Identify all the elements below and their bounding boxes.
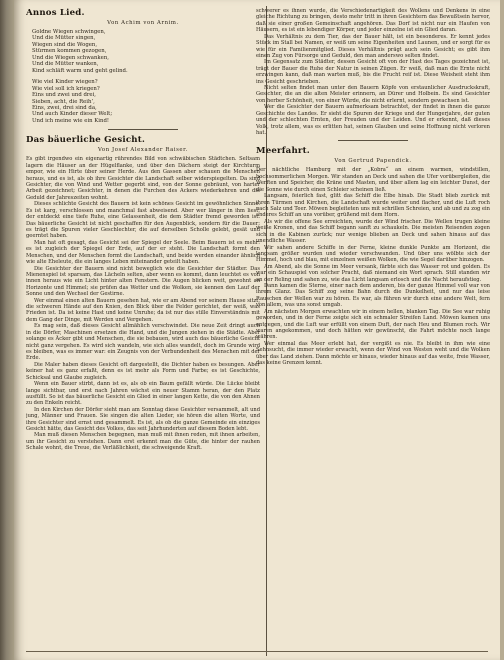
poem-title: Annos Lied. [26, 8, 85, 18]
article-body [26, 156, 260, 451]
paragraph: Wer die Gesichter der Bauern aufmerksam betrachtet, der findet in ihnen die ganze Geschichte des Landes. Er sieht die Spuren der Kriege und der Hungerjahre, der guten und der schlechten Ernten, der Freuden und der Leiden. Und er erkennt, daß dieses Volk, trotz allem, was es erlitten hat, seinen Glauben und seine Hoffnung nicht verloren hat. [256, 104, 490, 137]
poem-line: Eins und zwei und drei, [32, 92, 97, 99]
poem-line: Stürmen kommen gezogen, [32, 48, 107, 55]
paragraph: Man muß diesen Menschen begegnen, man muß mit ihnen reden, mit ihnen arbeiten, um ihr Gesicht zu verstehen. Dann erst erkennt man die Güte, die hinter der rauhen Schale wohnt, die Treue, die Verläßlichkeit, die schweigende Kraft. [26, 432, 260, 452]
paragraph: Dann kamen die Sterne, einer nach dem anderen, bis der ganze Himmel voll war von ihrem Glanz. Das Schiff zog seine Bahn durch die Dunkelheit, und nur das leise Rauschen der Wellen war zu hören. Es war, als führen wir durch eine andere Welt, fern von allem, was uns sonst umgab. [256, 283, 490, 309]
section-rule [108, 129, 178, 130]
poem-line: Kind schläft warm und geht gelind. [32, 67, 128, 74]
paragraph: Dieses schlichte Gesicht des Bauern ist kein schönes Gesicht im gewöhnlichen Sinne. Es ist karg, verschlossen und manchmal fast abweisend. Aber wer länger in ihm liest, der entdeckt eine tiefe Ruhe, eine Gelassenheit, die dem Städter fremd geworden ist. Das bäuerliche Gesicht ist nicht geschaffen für den Augenblick, sondern für die Dauer; es trägt die Spuren vieler Geschlechter, die auf derselben Scholle gelebt, gesät und geerntet haben. [26, 201, 260, 240]
right-column [256, 8, 490, 648]
book-binding [0, 0, 14, 660]
paragraph: Als wir die offene See erreichten, wurde der Wind frischer. Die Wellen trugen kleine weiße Kronen, und das Schiff begann sanft zu schaukeln. Die meisten Reisenden zogen sich in die Kabinen zurück; nur wenige blieben an Deck und sahen hinaus auf das unendliche Wasser. [256, 218, 490, 245]
story-byline: Von Gertrud Papendick. [334, 158, 412, 165]
paragraph: Wir sahen andere Schiffe in der Ferne, kleine dunkle Punkte am Horizont, die langsam größer wurden und wieder verschwanden. Und über uns wölbte sich der Himmel, hoch und blau, mit einzelnen weißen Wolken, die wie Segel darüber hinzogen. [256, 244, 490, 264]
poem-line: Eins, zwei, drei sind da, [32, 104, 97, 111]
paragraph: Die Gesichter der Bauern sind nicht beweglich wie die Gesichter der Städter. Das Mienenspiel ist sparsam, das Lächeln selten, aber wenn es kommt, dann leuchtet es von innen heraus wie ein Licht hinter alten Fenstern. Die Augen blicken weit, gewohnt an Horizonte und Himmel; sie prüfen das Wetter und die Wolken, sie kennen den Lauf der Sonne und den Wechsel der Gestirne. [26, 265, 260, 298]
paragraph: Das Verhältnis zu dem Tier, das der Bauer hält, ist ein besonderes. Er kennt jedes Stück im Stall bei Namen, er weiß um seine Eigenheiten und Launen, und er sorgt für es wie für ein Familienmitglied. Dieses Verhältnis prägt auch sein Gesicht; es gibt ihm einen Zug von Fürsorge und Geduld, den man anderswo selten findet. [256, 33, 490, 59]
paragraph: Der nächtliche Hamburg mit der „Kobra“ an einem warmen, windstillen, hochsommerlichen Morgen. Wir standen an Deck und sahen die Ufer vorübergleiten, die Werften und Speicher, die Kräne und Masten, und über allem lag ein leichter Dunst, der die Sonne wie durch einen Schleier scheinen ließ. [256, 167, 490, 193]
poem-line: Wie viel Kinder wiegen? [32, 79, 98, 86]
section-rule [338, 140, 408, 141]
poem-line: Und auch Kinder dieser Welt; [32, 111, 113, 118]
poem-line: Und die Wiegen schwanken, [32, 54, 109, 61]
paragraph: schwerer es ihnen wurde, die Verschiedenartigkeit des Wollens und Denkens in eine gleiche Richtung zu bringen, desto mehr tritt in ihren Gesichtern das Bewußtsein hervor, daß sie einer großen Gemeinschaft angehören. Das Dorf ist nicht nur ein Haufen von Häusern, es ist ein lebendiger Körper, und jeder einzelne ist ein Glied daran. [256, 8, 490, 34]
poem-byline: Von Achim von Arnim. [107, 20, 179, 26]
paragraph: Wenn ein Bauer stirbt, dann ist es, als ob ein Baum gefällt würde. Die Lücke bleibt lange sichtbar, und erst nach Jahren wächst ein neuer Stamm heran, der den Platz ausfüllt. So ist das bäuerliche Gesicht ein Glied in einer langen Kette, die von den Ahnen zu den Enkeln reicht. [26, 381, 260, 407]
story-title: Meerfahrt. [256, 146, 310, 157]
paragraph: Am Abend, als die Sonne im Meer versank, färbte sich das Wasser rot und golden. Es war ein Schauspiel von solcher Pracht, daß niemand ein Wort sprach. Still standen wir an der Reling und sahen zu, wie das Licht langsam erlosch und die Nacht heraufstieg. [256, 263, 490, 283]
article-byline: Von Josef Alexander Raiser. [97, 147, 189, 154]
poem-line: Sieben, acht, die Reih’, [32, 98, 95, 105]
paragraph: Die Maler haben dieses Gesicht oft dargestellt, die Dichter haben es besungen. Aber keiner hat es ganz erfaßt, denn es ist mehr als Form und Farbe; es ist Geschichte, Schicksal und Glaube zugleich. [26, 361, 260, 381]
paragraph: Es gibt irgendwo ein eigenartig rührendes Bild von schwäbischen Städtchen. Seltsam lagern die Häuser an der Hügelflanke, und über den Dächern steigt der Kirchturm empor, wie ein Hirte über seiner Herde. Aus den Gassen aber schauen die Menschen heraus, und es ist, als ob ihre Gesichter die Landschaft selber widerspiegelten. Da sind Gesichter, die von Wind und Wetter gegerbt sind, von der Sonne gebräunt, von harter Arbeit gezeichnet; Gesichter, in denen die Furchen des Ackers wiederkehren und die Geduld der Jahreszeiten wohnt. [26, 156, 260, 201]
poem-line: Wiegen sind die Wogen, [32, 41, 98, 48]
poem-stanza-2 [32, 79, 260, 124]
poem-line: Und die Mütter wanken, [32, 61, 99, 68]
left-column [26, 8, 260, 648]
paragraph: Es mag sein, daß dieses Gesicht allmählich verschwindet. Die neue Zeit dringt auch in die Dörfer, Maschinen ersetzen die Hand, und die Jungen ziehen in die Städte. Aber solange es Äcker gibt und Menschen, die sie bebauen, wird auch das bäuerliche Gesicht nicht ganz vergehen. Es wird sich wandeln, wie sich alles wandelt, doch im Grunde wird es bleiben, was es immer war: ein Zeugnis von der Verbundenheit des Menschen mit der Erde. [26, 323, 260, 362]
poem-line: Und ich meine wie ein Kind! [32, 117, 110, 124]
story-body [256, 167, 490, 366]
newspaper-page [14, 0, 500, 660]
paragraph: Man hat oft gesagt, das Gesicht sei der Spiegel der Seele. Beim Bauern ist es mehr: es ist zugleich der Spiegel der Erde, auf der er steht. Die Landschaft formt den Menschen, und der Menschen formt die Landschaft, und beide werden einander ähnlich wie alte Eheleute, die ein langes Leben miteinander geteilt haben. [26, 239, 260, 266]
paragraph: Am nächsten Morgen erwachten wir in einem hellen, blanken Tag. Die See war ruhig geworden, und in der Ferne zeigte sich ein schmaler Streifen Land. Möwen kamen uns entgegen, und die Luft war erfüllt von einem Duft, der nach Heu und Blumen roch. Wir waren angekommen, und doch hätten wir gewünscht, die Fahrt möchte noch lange währen. [256, 308, 490, 341]
paragraph: In den Kirchen der Dörfer sieht man am Sonntag diese Gesichter versammelt, alt und jung, Männer und Frauen. Sie singen die alten Lieder, sie hören die alten Worte, und ihre Gesichter sind ernst und gesammelt. Es ist, als ob die ganze Gemeinde ein einziges Gesicht hätte, das Gesicht des Volkes, das seit Jahrhunderten auf diesem Boden lebt. [26, 406, 260, 433]
poem-line: Goldne Wiegen schwingen, [32, 29, 106, 35]
poem-stanza-1 [32, 29, 260, 74]
poem-line: Und die Mütter singen, [32, 35, 96, 42]
paragraph: Im Gegensatz zum Städter, dessen Gesicht oft von der Hast des Tages gezeichnet ist, trägt der Bauer die Ruhe der Natur in seinen Zügen. Er weiß, daß man die Ernte nicht erzwingen kann, daß man warten muß, bis die Frucht reif ist. Diese Weisheit steht ihm ins Gesicht geschrieben. [256, 59, 490, 85]
paragraph: Langsam, feierlich fast, glitt das Schiff die Elbe hinab. Die Stadt blieb zurück mit ihren Türmen und Kirchen, die Landschaft wurde weiter und flacher, und die Luft roch nach Salz und Teer. Möwen begleiteten uns mit schrillen Schreien, und ab und zu zog ein anderes Schiff an uns vorüber, grüßend mit dem Horn. [256, 193, 490, 219]
paragraph: Wer einmal das Meer erlebt hat, der vergißt es nie. Es bleibt in ihm wie eine Sehnsucht, die immer wieder erwacht, wenn der Wind von Westen weht und die Wolken über das Land ziehen. Dann möchte er hinaus, wieder hinaus auf das weite, freie Wasser, das keine Grenzen kennt. [256, 340, 490, 367]
article-title: Das bäuerliche Gesicht. [26, 135, 146, 146]
article-continuation [256, 8, 490, 136]
poem-line: Wie viel soll ich kriegen? [32, 85, 100, 92]
paragraph: Wer einmal einen alten Bauern gesehen hat, wie er am Abend vor seinem Hause sitzt, die schweren Hände auf den Knien, den Blick über die Felder gerichtet, der weiß, was Frieden ist. Da ist keine Hast und keine Unruhe; da ist nur das stille Einverständnis mit dem Gang der Dinge, mit Werden und Vergehen. [26, 297, 260, 323]
paragraph: Nicht selten findet man unter den Bauern Köpfe von erstaunlicher Ausdruckskraft, Gesichter, die an die alten Meister erinnern, an Dürer und Holbein. Es sind Gesichter von herber Schönheit, von einer Würde, die nicht erlernt, sondern gewachsen ist. [256, 85, 490, 104]
footer-rule [26, 651, 488, 652]
